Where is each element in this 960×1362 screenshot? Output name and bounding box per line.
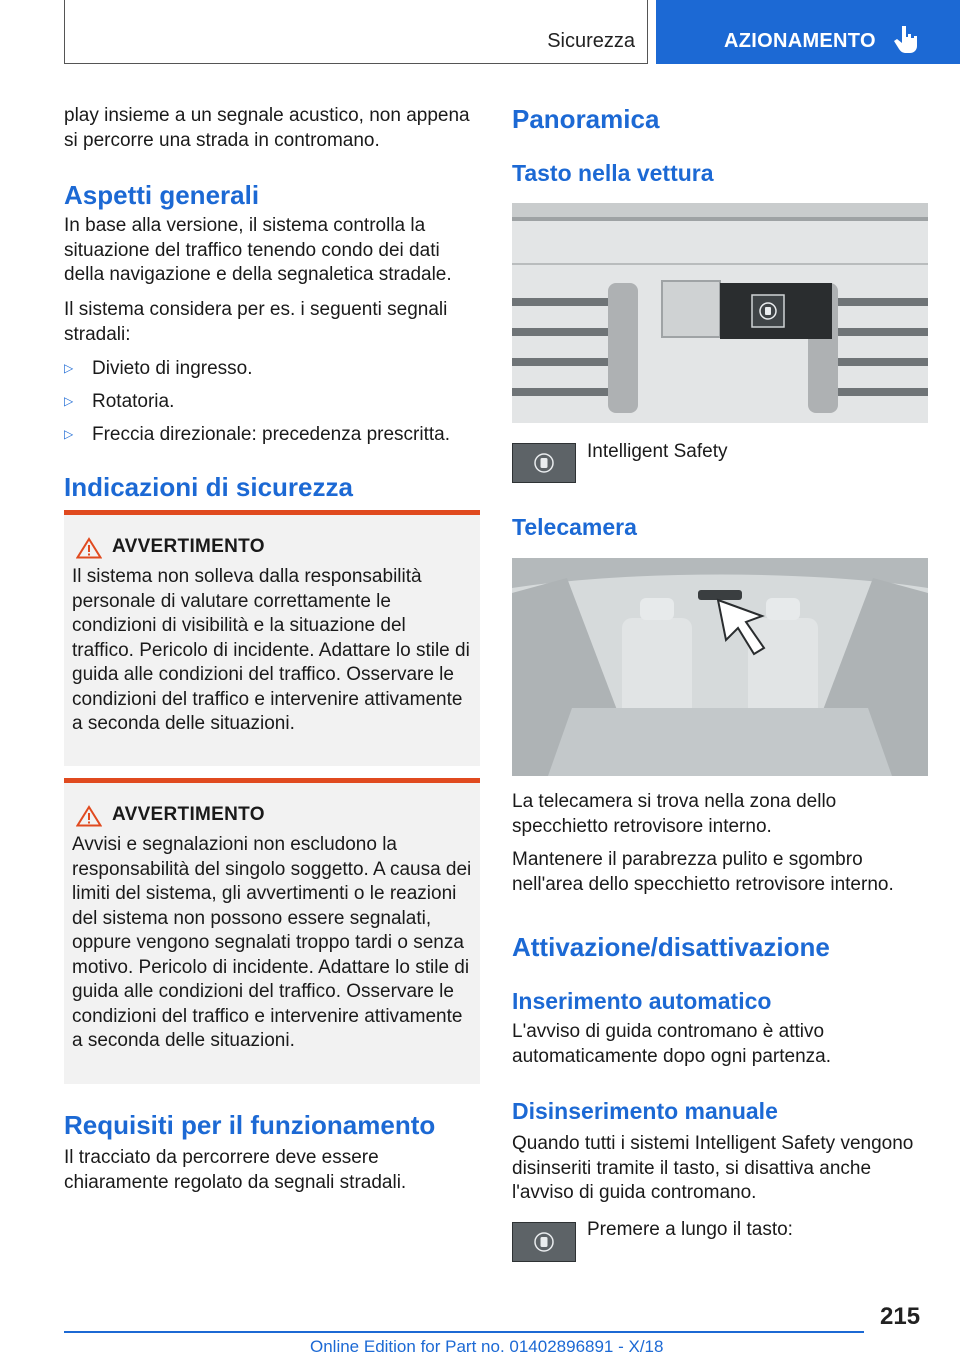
dashboard-illustration xyxy=(512,203,928,423)
warning-1-text: Il sistema non solleva dalla responsabilità personale di valutare correttamente le condizioni di visibilità e la situazione del traffico. Pericolo di incidente. Adattare lo stile di guida alle condizioni del traffico. Osservare le condizioni del traffico e intervenire attivamente a seconda delle situazioni. xyxy=(72,566,470,734)
warning-2-text: Avvisi e segnalazioni non escludono la responsabilità del singolo soggetto. A causa dei limiti del sistema, gli avvertimenti o le reazioni del sistema non possono essere segnalati, oppure vengono segnalati troppo tardi o senza motivo. Pericolo di incidente. Adattare lo stile di guida alle condizioni del traffico. Osservare le condizioni del traffico e intervenire attivamente a seconda delle situazioni. xyxy=(72,834,472,1051)
warning-box-1 xyxy=(64,510,480,766)
footer-divider xyxy=(64,1331,864,1333)
header-tab xyxy=(656,0,960,64)
footer-edition: Online Edition for Part no. 01402896891 - X/18 xyxy=(310,1337,664,1356)
header-tab-label: AZIONAMENTO xyxy=(724,30,876,52)
pointing-hand-icon xyxy=(894,24,920,54)
page-number: 215 xyxy=(880,1303,921,1330)
auto-title: Inserimento automatico xyxy=(512,988,772,1014)
requirements-paragraph: Il tracciato da percorrere deve essere chiaramente regolato da segnali stradali. xyxy=(64,1147,407,1193)
general-title: Aspetti generali xyxy=(64,180,260,210)
list-item: ▷ Freccia direzionale: precedenza prescritta. xyxy=(64,424,451,445)
triangle-bullet-icon: ▷ xyxy=(64,427,74,441)
header-section: Sicurezza xyxy=(547,30,635,52)
intelligent-safety-icon xyxy=(512,443,576,483)
triangle-bullet-icon: ▷ xyxy=(64,394,74,408)
list-item: ▷ Divieto di ingresso. xyxy=(64,358,253,379)
button-caption: Intelligent Safety xyxy=(587,441,728,462)
car-interior-illustration xyxy=(512,558,928,776)
intro-paragraph: play insieme a un segnale acustico, non appena si percorre una strada in contromano. xyxy=(64,105,470,151)
safety-title: Indicazioni di sicurezza xyxy=(64,472,353,502)
dashboard-button-photo xyxy=(512,203,928,423)
auto-paragraph: L'avviso di guida contromano è attivo automaticamente dopo ogni partenza. xyxy=(512,1021,831,1067)
overview-title: Panoramica xyxy=(512,104,660,134)
camera-paragraph-2: Mantenere il parabrezza pulito e sgombro nell'area dello specchietto retrovisore interno. xyxy=(512,849,894,895)
general-paragraph-1: In base alla versione, il sistema controlla la situazione del traffico tenendo condo dei dati della navigazione e della segnaletica stradale. xyxy=(64,215,452,285)
camera-paragraph-1: La telecamera si trova nella zona dello specchietto retrovisore interno. xyxy=(512,791,837,837)
list-item: ▷ Rotatoria. xyxy=(64,391,175,412)
warning-1-title: AVVERTIMENTO xyxy=(112,536,265,557)
camera-title: Telecamera xyxy=(512,514,637,540)
requirements-title: Requisiti per il funzionamento xyxy=(64,1110,436,1140)
intelligent-safety-icon xyxy=(512,1222,576,1262)
triangle-bullet-icon: ▷ xyxy=(64,361,74,375)
warning-triangle-icon xyxy=(76,805,102,827)
warning-box-2 xyxy=(64,778,480,1084)
manual-paragraph: Quando tutti i sistemi Intelligent Safety vengono disinseriti tramite il tasto, si disattiva anche l'avviso di guida contromano. xyxy=(512,1133,914,1203)
camera-photo xyxy=(512,558,928,776)
button-title: Tasto nella vettura xyxy=(512,160,714,186)
press-instruction: Premere a lungo il tasto: xyxy=(587,1219,793,1240)
manual-title: Disinserimento manuale xyxy=(512,1098,778,1124)
warning-2-title: AVVERTIMENTO xyxy=(112,804,265,825)
general-paragraph-2: Il sistema considera per es. i seguenti segnali stradali: xyxy=(64,299,448,345)
warning-triangle-icon xyxy=(76,537,102,559)
activation-title: Attivazione/disattivazione xyxy=(512,932,830,962)
